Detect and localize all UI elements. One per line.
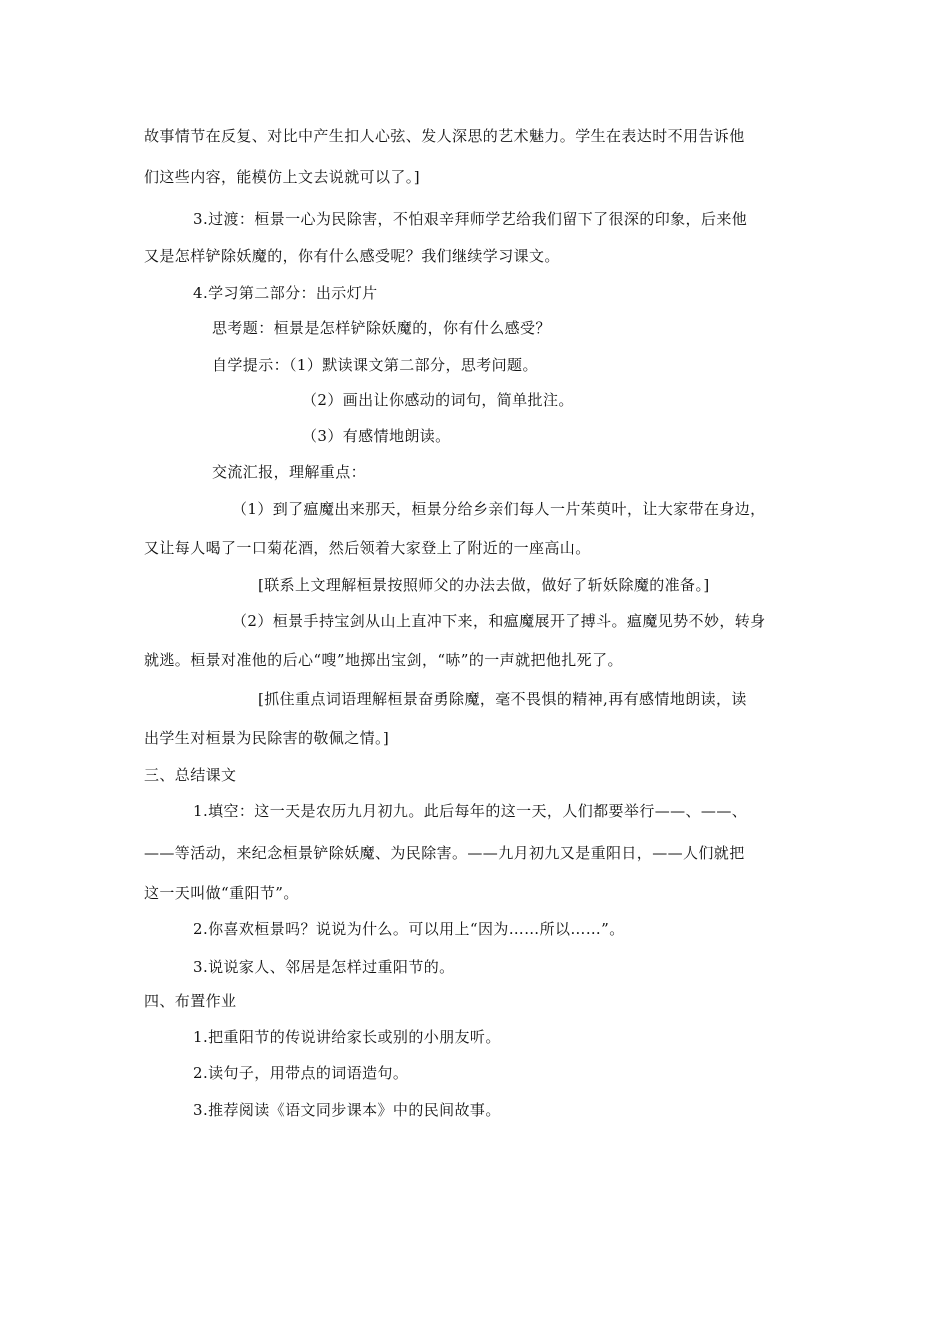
text-line: ——等活动，来纪念桓景铲除妖魔、为民除害。——九月初九又是重阳日，——人们就把: [144, 844, 745, 862]
text-line: 就逃。桓景对准他的后心“嗖”地掷出宝剑，“哧”的一声就把他扎死了。: [144, 651, 623, 669]
text-line: 们这些内容，能模仿上文去说就可以了。]: [144, 168, 420, 186]
text-line: 出学生对桓景为民除害的敬佩之情。]: [144, 729, 390, 747]
text-line: 又是怎样铲除妖魔的，你有什么感受呢？我们继续学习课文。: [144, 247, 560, 265]
text-line: 自学提示：（1）默读课文第二部分，思考问题。: [212, 356, 538, 374]
text-line: 1.填空：这一天是农历九月初九。此后每年的这一天，人们都要举行——、——、: [193, 802, 748, 820]
text-line: 4.学习第二部分：出示灯片: [193, 284, 378, 302]
text-line: [抓住重点词语理解桓景奋勇除魔，毫不畏惧的精神,再有感情地朗读，读: [258, 690, 747, 708]
section-heading: 三、总结课文: [144, 766, 237, 784]
text-line: 3.推荐阅读《语文同步课本》中的民间故事。: [193, 1101, 501, 1119]
text-line: 交流汇报，理解重点：: [212, 463, 367, 481]
text-line: 又让每人喝了一口菊花酒，然后领着大家登上了附近的一座高山。: [144, 539, 591, 557]
text-line: [联系上文理解桓景按照师父的办法去做，做好了斩妖除魔的准备。]: [258, 576, 710, 594]
text-line: 2.你喜欢桓景吗？说说为什么。可以用上“因为……所以……”。: [193, 920, 625, 938]
text-line: （2）桓景手持宝剑从山上直冲下来，和瘟魔展开了搏斗。瘟魔见势不妙，转身: [232, 612, 766, 630]
text-line: 思考题：桓景是怎样铲除妖魔的，你有什么感受？: [212, 319, 551, 337]
section-heading: 四、布置作业: [144, 992, 237, 1010]
text-line: （1）到了瘟魔出来那天，桓景分给乡亲们每人一片茱萸叶，让大家带在身边，: [232, 500, 766, 518]
text-line: 2.读句子，用带点的词语造句。: [193, 1064, 409, 1082]
text-line: 3.过渡：桓景一心为民除害，不怕艰辛拜师学艺给我们留下了很深的印象，后来他: [193, 210, 748, 228]
text-line: 1.把重阳节的传说讲给家长或别的小朋友听。: [193, 1028, 501, 1046]
text-line: （3）有感情地朗读。: [302, 427, 451, 445]
text-line: 故事情节在反复、对比中产生扣人心弦、发人深思的艺术魅力。学生在表达时不用告诉他: [144, 127, 745, 145]
text-line: 这一天叫做“重阳节”。: [144, 884, 299, 902]
text-line: 3.说说家人、邻居是怎样过重阳节的。: [193, 958, 455, 976]
text-line: （2）画出让你感动的词句，简单批注。: [302, 391, 574, 409]
